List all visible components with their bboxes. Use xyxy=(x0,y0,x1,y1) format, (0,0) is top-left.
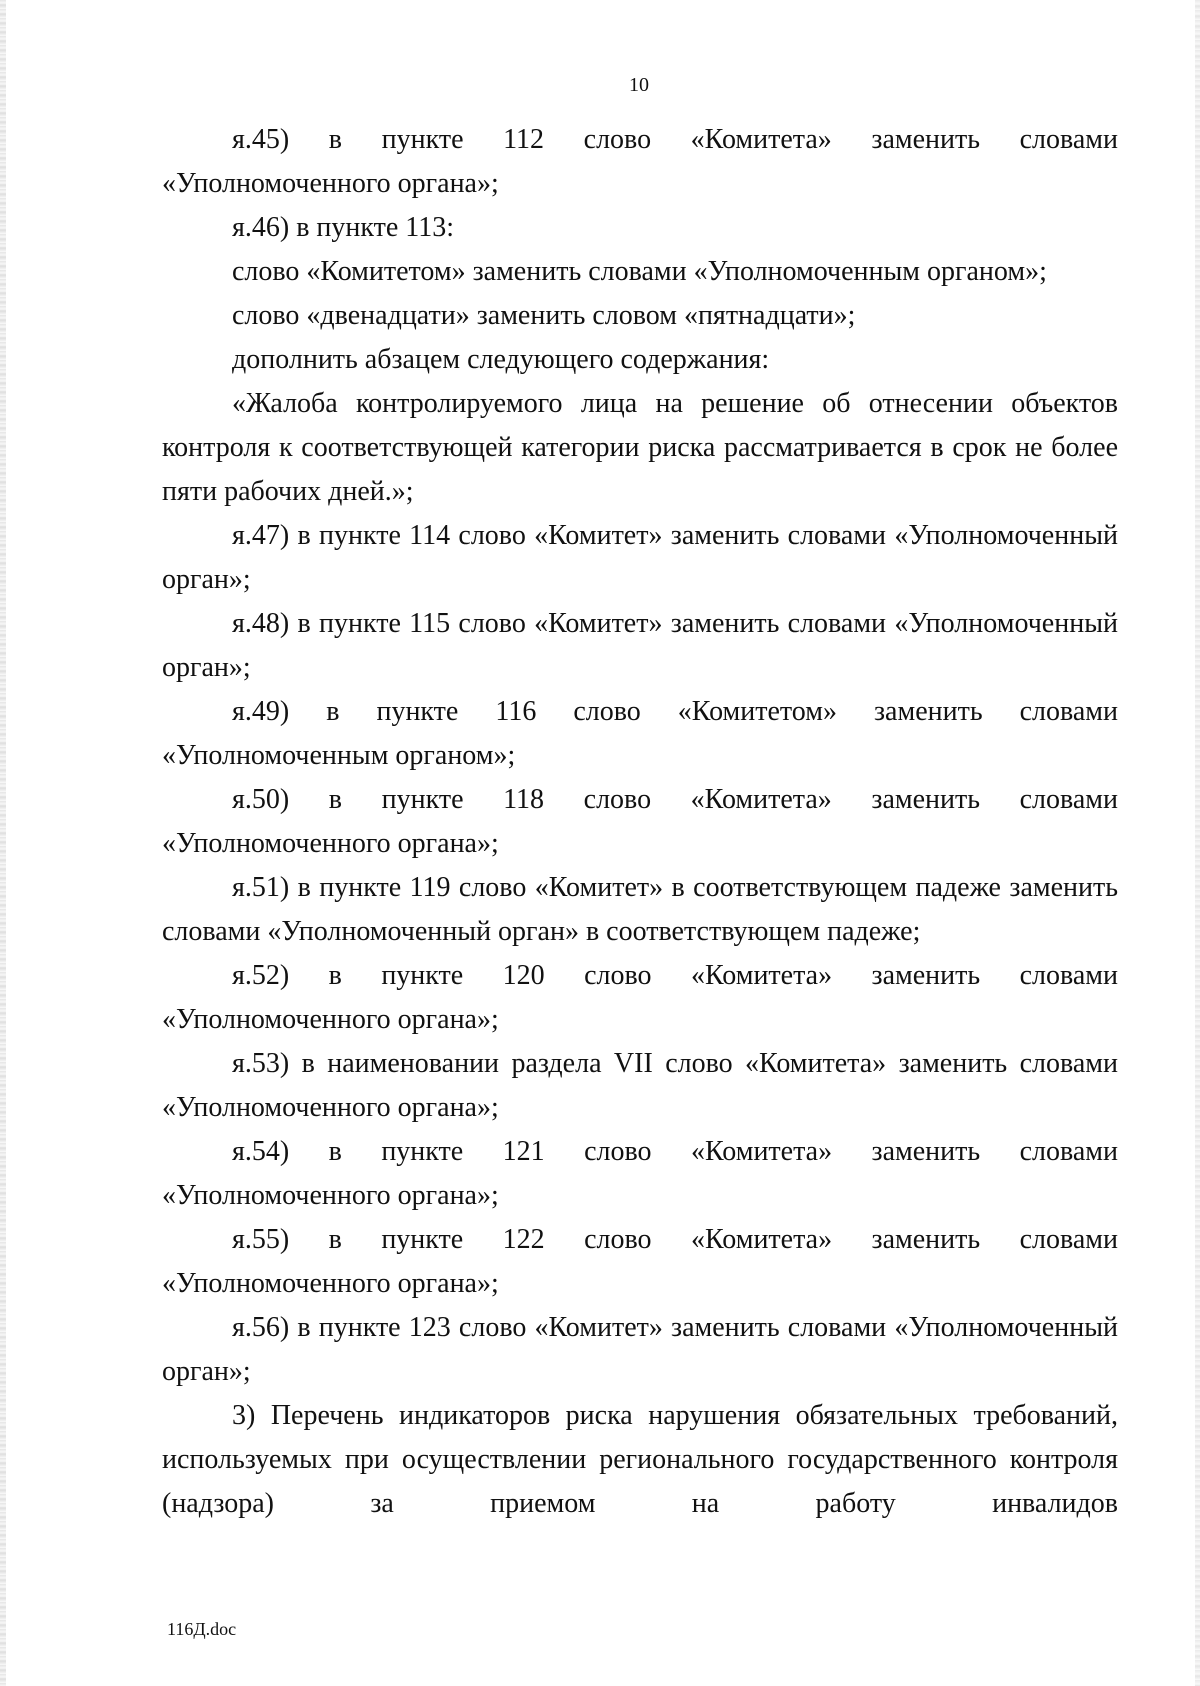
paragraph-item-49: я.49) в пункте 116 слово «Комитетом» заменить словами «Уполномоченным органом»; xyxy=(162,696,1118,771)
paragraph-item-55: я.55) в пункте 122 слово «Комитета» заменить словами «Уполномоченного органа»; xyxy=(162,1224,1118,1299)
scan-edge-right xyxy=(1195,0,1200,1686)
paragraph-item-53: я.53) в наименовании раздела VII слово «Комитета» заменить словами «Уполномоченного органа»; xyxy=(162,1048,1118,1123)
scan-edge-left xyxy=(0,0,6,1686)
page-number: 10 xyxy=(629,74,649,96)
paragraph-item-46: я.46) в пункте 113: xyxy=(232,212,455,243)
paragraph-item-45: я.45) в пункте 112 слово «Комитета» заменить словами «Уполномоченного органа»; xyxy=(162,124,1118,199)
paragraph-item-3-risk-indicators: 3) Перечень индикаторов риска нарушения обязательных требований, используемых при осуществлении регионального государственного контроля (надзора) за приемом на работу инвалидов xyxy=(162,1400,1118,1519)
document-body xyxy=(162,118,1118,1526)
paragraph-replace-dvenadtsati: слово «двенадцати» заменить словом «пятнадцати»; xyxy=(232,300,856,331)
footer-filename: 116Д.doc xyxy=(167,1619,237,1639)
paragraph-item-48: я.48) в пункте 115 слово «Комитет» заменить словами «Уполномоченный орган»; xyxy=(162,608,1118,683)
paragraph-item-52: я.52) в пункте 120 слово «Комитета» заменить словами «Уполномоченного органа»; xyxy=(162,960,1118,1035)
paragraph-add-abzats: дополнить абзацем следующего содержания: xyxy=(232,344,770,375)
paragraph-item-50: я.50) в пункте 118 слово «Комитета» заменить словами «Уполномоченного органа»; xyxy=(162,784,1118,859)
paragraph-replace-komitetom: слово «Комитетом» заменить словами «Уполномоченным органом»; xyxy=(232,256,1047,287)
paragraph-item-51: я.51) в пункте 119 слово «Комитет» в соответствующем падеже заменить словами «Уполномоченный орган» в соответствующем падеже; xyxy=(162,872,1118,947)
paragraph-complaint-quote: «Жалоба контролируемого лица на решение об отнесении объектов контроля к соответствующей категории риска рассматривается в срок не более пяти рабочих дней.»; xyxy=(162,388,1118,507)
paragraph-item-56: я.56) в пункте 123 слово «Комитет» заменить словами «Уполномоченный орган»; xyxy=(162,1312,1118,1387)
paragraph-item-47: я.47) в пункте 114 слово «Комитет» заменить словами «Уполномоченный орган»; xyxy=(162,520,1118,595)
paragraph-item-54: я.54) в пункте 121 слово «Комитета» заменить словами «Уполномоченного органа»; xyxy=(162,1136,1118,1211)
